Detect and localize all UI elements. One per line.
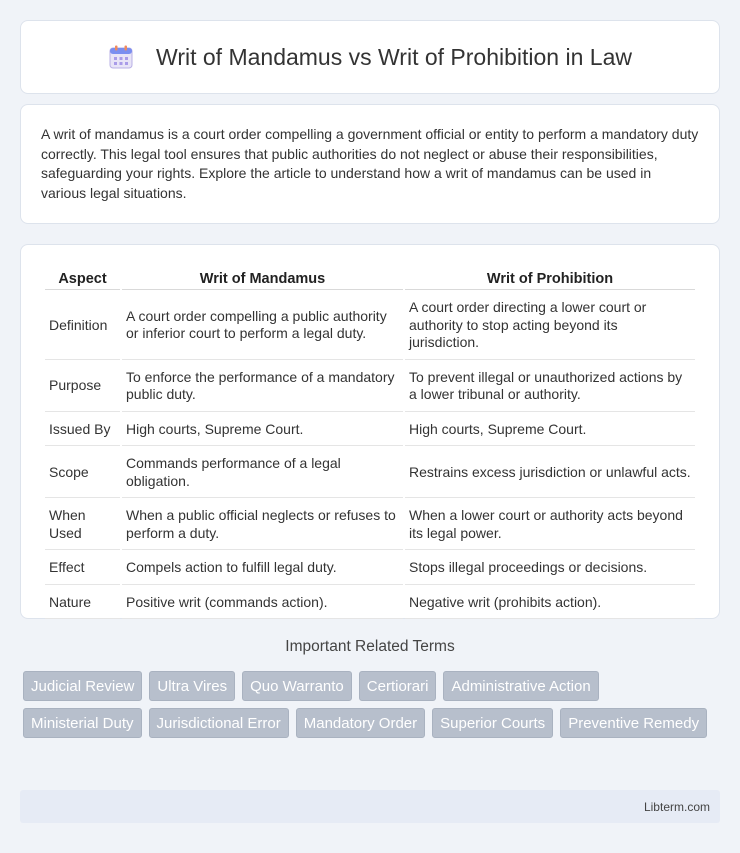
table-row — [45, 587, 695, 620]
page-title: Writ of Mandamus vs Writ of Prohibition in Law — [156, 43, 632, 70]
tag-preventive-remedy[interactable]: Preventive Remedy — [560, 708, 707, 738]
related-terms-title: Important Related Terms — [285, 638, 455, 655]
intro-card — [20, 104, 720, 224]
cell-mandamus: A court order compelling a public authority or inferior court to perform a legal duty. — [122, 292, 403, 360]
cell-aspect: Scope — [45, 448, 120, 498]
cell-prohibition: Stops illegal proceedings or decisions. — [405, 552, 695, 585]
tag-judicial-review[interactable]: Judicial Review — [23, 671, 142, 701]
related-terms-tags — [23, 671, 723, 738]
table-row — [45, 552, 695, 585]
header-prohibition: Writ of Prohibition — [405, 267, 695, 290]
comparison-card — [20, 244, 720, 619]
tag-ultra-vires[interactable]: Ultra Vires — [149, 671, 235, 701]
intro-text: A writ of mandamus is a court order compelling a government official or entity to perform a mandatory duty correctly. This legal tool ensures that public authorities do not neglect or abuse their responsibilities, safeguarding your rights. Explore the article to understand how a writ of mandamus can be used in various legal situations. — [41, 126, 699, 201]
table-row — [45, 500, 695, 550]
table-row — [45, 362, 695, 412]
tag-superior-courts[interactable]: Superior Courts — [432, 708, 553, 738]
cell-mandamus: Positive writ (commands action). — [122, 587, 403, 620]
cell-prohibition: Negative writ (prohibits action). — [405, 587, 695, 620]
cell-aspect: When Used — [45, 500, 120, 550]
table-row — [45, 292, 695, 360]
table-row — [45, 414, 695, 447]
table-row — [45, 448, 695, 498]
tag-mandatory-order[interactable]: Mandatory Order — [296, 708, 425, 738]
cell-mandamus: High courts, Supreme Court. — [122, 414, 403, 447]
cell-prohibition: High courts, Supreme Court. — [405, 414, 695, 447]
header-card — [20, 20, 720, 94]
header-mandamus: Writ of Mandamus — [122, 267, 403, 290]
cell-aspect: Nature — [45, 587, 120, 620]
cell-mandamus: When a public official neglects or refuses to perform a duty. — [122, 500, 403, 550]
cell-aspect: Issued By — [45, 414, 120, 447]
cell-prohibition: Restrains excess jurisdiction or unlawful acts. — [405, 448, 695, 498]
footer-brand[interactable]: Libterm.com — [643, 799, 710, 814]
comparison-table — [43, 265, 697, 621]
cell-mandamus: Commands performance of a legal obligation. — [122, 448, 403, 498]
cell-aspect: Effect — [45, 552, 120, 585]
cell-aspect: Purpose — [45, 362, 120, 412]
cell-prohibition: When a lower court or authority acts beyond its legal power. — [405, 500, 695, 550]
cell-mandamus: Compels action to fulfill legal duty. — [122, 552, 403, 585]
table-header-row — [45, 267, 695, 290]
tag-ministerial-duty[interactable]: Ministerial Duty — [23, 708, 142, 738]
tag-administrative-action[interactable]: Administrative Action — [443, 671, 598, 701]
cell-aspect: Definition — [45, 292, 120, 360]
tag-quo-warranto[interactable]: Quo Warranto — [242, 671, 352, 701]
cell-mandamus: To enforce the performance of a mandatory public duty. — [122, 362, 403, 412]
tag-certiorari[interactable]: Certiorari — [359, 671, 437, 701]
tag-jurisdictional-error[interactable]: Jurisdictional Error — [149, 708, 289, 738]
footer — [20, 790, 720, 823]
cell-prohibition: A court order directing a lower court or authority to stop acting beyond its jurisdiction. — [405, 292, 695, 360]
cell-prohibition: To prevent illegal or unauthorized actions by a lower tribunal or authority. — [405, 362, 695, 412]
header-aspect: Aspect — [45, 267, 120, 290]
calendar-icon — [108, 44, 134, 70]
